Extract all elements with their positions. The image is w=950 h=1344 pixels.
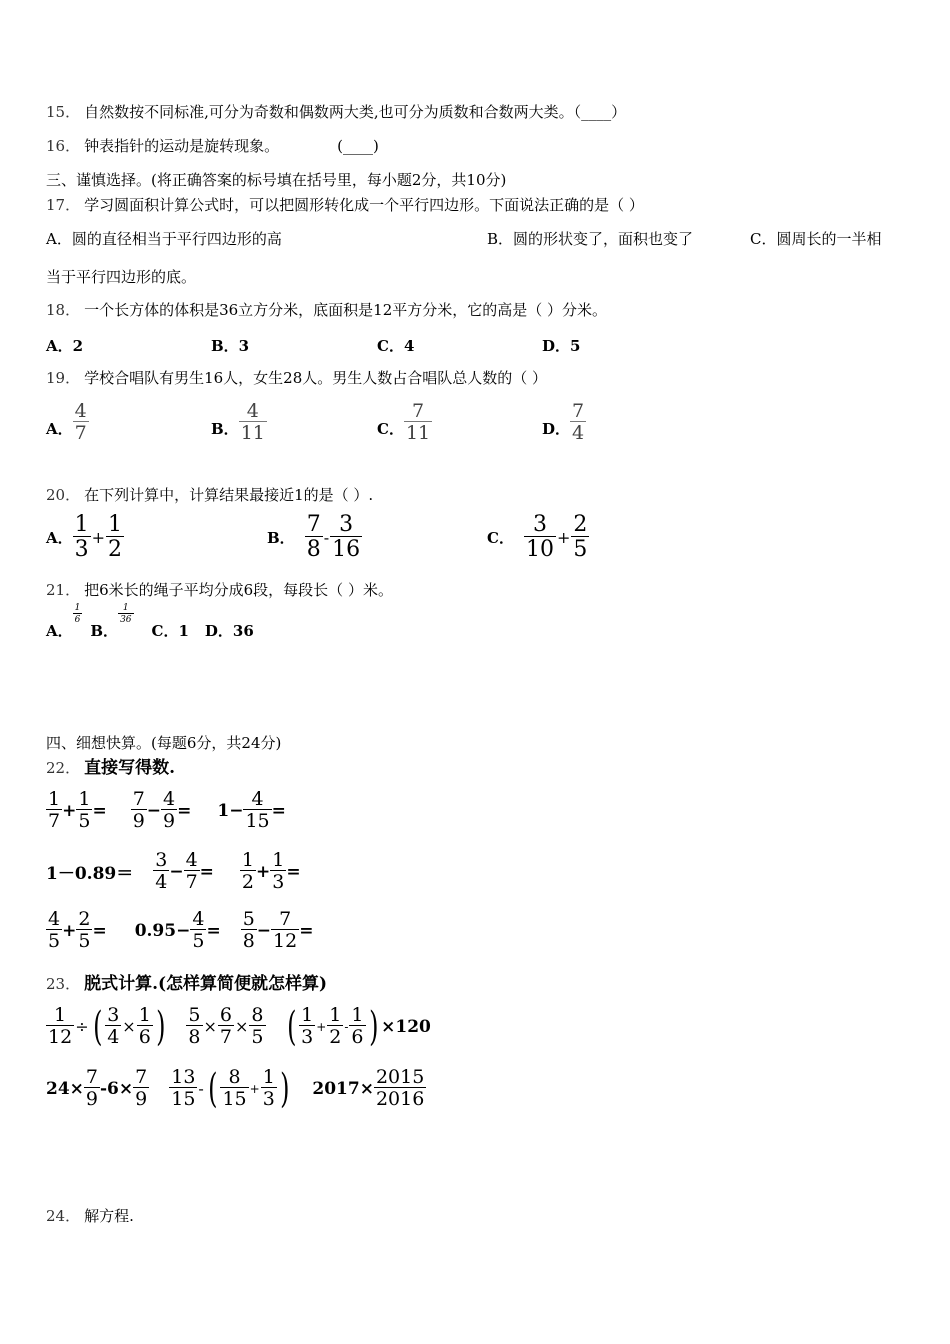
q19-option-d <box>542 402 586 443</box>
q17-option-c-cont: 当于平行四边形的底。 <box>46 268 197 286</box>
operator: + <box>62 800 77 821</box>
numerator: 1 <box>48 788 61 810</box>
right-paren: ) <box>279 1065 290 1112</box>
denominator: 5 <box>78 930 91 952</box>
q18-option-c: C．4 <box>377 337 415 355</box>
fraction <box>299 1006 315 1047</box>
fraction <box>118 604 133 625</box>
option-label: B． <box>211 420 239 438</box>
section-3-heading: 三、谨慎选择。(将正确答案的标号填在括号里，每小题2分，共10分) <box>46 171 507 189</box>
operator: + <box>249 1081 260 1096</box>
right-paren: ) <box>155 1003 166 1050</box>
denominator: 12 <box>48 1026 73 1048</box>
fraction <box>524 514 556 561</box>
denominator: 9 <box>135 1088 148 1110</box>
question-number: 18． <box>46 301 81 319</box>
q20-option-c <box>487 514 589 561</box>
fraction <box>73 514 91 561</box>
operator: + <box>316 1019 327 1034</box>
q23-row-2 <box>46 1065 426 1112</box>
fraction <box>270 851 286 892</box>
numerator: 8 <box>228 1066 241 1088</box>
numerator: 3 <box>107 1004 120 1026</box>
question-text: 在下列计算中，计算结果最接近1的是（ ）. <box>84 486 374 504</box>
option-label: A． <box>46 420 73 438</box>
fraction <box>271 910 299 951</box>
q21-option-c: C．1 <box>151 622 189 640</box>
equals: = <box>299 920 314 941</box>
fraction <box>349 1006 365 1047</box>
question-23 <box>46 974 327 994</box>
operator: + <box>556 528 571 547</box>
equals: = <box>286 861 301 882</box>
left-paren: ( <box>207 1065 218 1112</box>
operator: + <box>91 528 106 547</box>
fraction <box>46 910 62 951</box>
denominator: 3 <box>74 537 89 562</box>
numerator: 3 <box>339 512 354 537</box>
denominator: 8 <box>188 1026 201 1048</box>
option-label: A． <box>46 529 73 547</box>
option-label: C． <box>377 420 404 438</box>
denominator: 8 <box>242 930 255 952</box>
fraction <box>249 1006 265 1047</box>
denominator: 11 <box>405 422 431 444</box>
expression-middle: -6× <box>100 1078 134 1099</box>
denominator: 10 <box>525 537 554 562</box>
denominator: 9 <box>163 810 176 832</box>
numerator: 1 <box>262 1066 275 1088</box>
denominator: 7 <box>74 422 87 444</box>
fraction <box>84 1068 100 1109</box>
fraction <box>186 1006 202 1047</box>
expression-prefix: 0.95− <box>134 920 191 941</box>
fraction <box>190 910 206 951</box>
question-20 <box>46 485 373 505</box>
numerator: 2015 <box>375 1066 425 1088</box>
denominator: 2016 <box>375 1088 425 1110</box>
fraction <box>131 790 147 831</box>
fraction <box>330 514 362 561</box>
denominator: 36 <box>120 615 132 625</box>
q20-option-a <box>46 514 124 561</box>
numerator: 3 <box>155 849 168 871</box>
numerator: 1 <box>74 603 81 613</box>
operator: + <box>62 920 77 941</box>
operator: ÷ <box>75 1017 89 1036</box>
q17-option-b: B．圆的形状变了，面积也变了 <box>487 230 694 248</box>
numerator: 6 <box>219 1004 232 1026</box>
numerator: 1 <box>301 1004 314 1026</box>
q22-row-3 <box>46 910 313 951</box>
question-18 <box>46 300 607 320</box>
question-number: 24． <box>46 1207 81 1225</box>
denominator: 7 <box>48 810 61 832</box>
operator: × <box>122 1017 136 1036</box>
q20-option-b <box>267 514 362 561</box>
denominator: 2 <box>329 1026 342 1048</box>
numerator: 7 <box>135 1066 148 1088</box>
question-15 <box>46 102 626 122</box>
operator: − <box>146 800 162 821</box>
question-number: 20． <box>46 486 81 504</box>
numerator: 5 <box>188 1004 201 1026</box>
option-label: D． <box>542 420 571 438</box>
fraction <box>240 851 256 892</box>
denominator: 6 <box>351 1026 364 1048</box>
denominator: 2 <box>241 871 255 893</box>
numerator: 1 <box>74 512 89 537</box>
equals: = <box>199 861 214 882</box>
operator: - <box>198 1079 204 1098</box>
question-24 <box>46 1206 134 1226</box>
numerator: 1 <box>54 1004 67 1026</box>
numerator: 4 <box>163 788 176 810</box>
left-paren: ( <box>92 1003 103 1050</box>
fraction <box>73 604 83 625</box>
option-label: C． <box>487 529 514 547</box>
denominator: 4 <box>572 422 585 444</box>
fraction <box>153 851 169 892</box>
fraction <box>404 402 432 443</box>
question-text: 直接写得数. <box>84 758 176 778</box>
question-text: 自然数按不同标准,可分为奇数和偶数两大类,也可分为质数和合数两大类。（____） <box>84 103 627 121</box>
option-label: A． <box>46 622 73 640</box>
question-text: 把6米长的绳子平均分成6段，每段长（ ）米。 <box>84 581 393 599</box>
denominator: 8 <box>306 537 321 562</box>
fraction <box>133 1068 149 1109</box>
question-number: 17． <box>46 196 81 214</box>
numerator: 7 <box>572 400 585 422</box>
numerator: 7 <box>132 788 145 810</box>
q18-option-a: A．2 <box>46 337 84 355</box>
denominator: 3 <box>272 871 285 893</box>
denominator: 6 <box>138 1026 151 1048</box>
equals: = <box>92 920 107 941</box>
denominator: 5 <box>192 930 205 952</box>
q18-option-b: B．3 <box>211 337 250 355</box>
fraction <box>76 910 92 951</box>
question-text: 钟表指针的运动是旋转现象。 <box>84 137 280 155</box>
q21-option-d: D．36 <box>204 622 254 640</box>
numerator: 2 <box>78 908 91 930</box>
numerator: 7 <box>412 400 425 422</box>
operator: × <box>235 1017 249 1036</box>
fraction <box>76 790 92 831</box>
question-number: 23． <box>46 975 81 993</box>
numerator: 2 <box>573 512 588 537</box>
denominator: 7 <box>185 871 198 893</box>
numerator: 1 <box>138 1004 151 1026</box>
numerator: 7 <box>306 512 321 537</box>
numerator: 1 <box>108 512 123 537</box>
left-paren: ( <box>286 1003 296 1050</box>
denominator: 16 <box>332 537 361 562</box>
fraction <box>184 851 200 892</box>
numerator: 4 <box>48 908 61 930</box>
fraction <box>571 514 589 561</box>
answer-blank: (____) <box>337 137 379 155</box>
question-text: 学校合唱队有男生16人，女生28人。男生人数占合唱队总人数的（ ） <box>84 369 548 387</box>
denominator: 2 <box>108 537 123 562</box>
right-paren: ) <box>368 1003 379 1050</box>
question-text: 脱式计算.(怎样算简便就怎样算) <box>84 974 328 994</box>
denominator: 5 <box>573 537 588 562</box>
q19-option-b <box>211 402 267 443</box>
denominator: 15 <box>245 810 270 832</box>
numerator: 1 <box>272 849 285 871</box>
question-text: 解方程. <box>84 1207 134 1225</box>
question-number: 19． <box>46 369 81 387</box>
operator: + <box>256 861 271 882</box>
q22-row-2 <box>46 851 301 892</box>
numerator: 5 <box>242 908 255 930</box>
denominator: 15 <box>222 1088 247 1110</box>
question-number: 15． <box>46 103 81 121</box>
numerator: 1 <box>329 1004 342 1026</box>
denominator: 12 <box>273 930 298 952</box>
fraction <box>220 1068 248 1109</box>
option-label: B． <box>267 529 295 547</box>
numerator: 1 <box>122 603 129 613</box>
fraction <box>218 1006 234 1047</box>
question-22 <box>46 758 175 778</box>
expression-prefix: 24× <box>46 1078 84 1099</box>
denominator: 3 <box>301 1026 314 1048</box>
expression-suffix: ×120 <box>381 1016 431 1037</box>
numerator: 4 <box>74 400 87 422</box>
numerator: 4 <box>192 908 205 930</box>
numerator: 7 <box>85 1066 98 1088</box>
fraction <box>46 790 62 831</box>
q21-options <box>46 603 254 641</box>
numerator: 4 <box>246 400 259 422</box>
fraction <box>106 514 124 561</box>
numerator: 1 <box>351 1004 364 1026</box>
q22-row-1 <box>46 790 286 831</box>
numerator: 13 <box>171 1066 196 1088</box>
q17-option-c: C．圆周长的一半相 <box>750 230 882 248</box>
fraction <box>46 1006 74 1047</box>
section-4-heading: 四、细想快算。(每题6分，共24分) <box>46 734 282 752</box>
denominator: 9 <box>132 810 145 832</box>
question-21 <box>46 580 393 600</box>
denominator: 5 <box>48 930 61 952</box>
question-19 <box>46 368 547 388</box>
question-number: 21． <box>46 581 81 599</box>
question-16 <box>46 136 379 156</box>
denominator: 4 <box>107 1026 120 1048</box>
question-text: 学习圆面积计算公式时，可以把圆形转化成一个平行四边形。下面说法正确的是（ ） <box>84 196 644 214</box>
question-number: 22． <box>46 759 81 777</box>
fraction <box>137 1006 153 1047</box>
expression-prefix: 1− <box>217 800 244 821</box>
fraction <box>169 1068 197 1109</box>
numerator: 3 <box>532 512 547 537</box>
numerator: 8 <box>251 1004 264 1026</box>
fraction <box>570 402 586 443</box>
fraction <box>239 402 267 443</box>
equals: = <box>271 800 286 821</box>
fraction <box>241 910 257 951</box>
q17-option-a: A．圆的直径相当于平行四边形的高 <box>46 230 282 248</box>
expression-prefix: 2017× <box>312 1078 374 1099</box>
denominator: 5 <box>251 1026 264 1048</box>
fraction <box>261 1068 277 1109</box>
equals: = <box>92 800 107 821</box>
numerator: 7 <box>279 908 292 930</box>
fraction <box>73 402 89 443</box>
q23-row-1 <box>46 1003 431 1050</box>
expression: 1－0.89＝ <box>46 864 134 884</box>
numerator: 1 <box>78 788 91 810</box>
fraction <box>327 1006 343 1047</box>
q19-option-a <box>46 402 89 443</box>
numerator: 4 <box>251 788 264 810</box>
equals: = <box>177 800 192 821</box>
operator: − <box>169 861 184 882</box>
operator: − <box>256 920 272 941</box>
denominator: 15 <box>171 1088 196 1110</box>
q19-option-c <box>377 402 432 443</box>
question-text: 一个长方体的体积是36立方分米，底面积是12平方分米，它的高是（ ）分米。 <box>84 301 608 319</box>
question-17 <box>46 195 644 215</box>
denominator: 6 <box>74 615 81 625</box>
fraction <box>243 790 271 831</box>
option-label: B． <box>90 622 119 640</box>
numerator: 4 <box>185 849 198 871</box>
denominator: 5 <box>78 810 91 832</box>
denominator: 11 <box>240 422 265 444</box>
operator: × <box>203 1017 217 1036</box>
operator: - <box>323 528 330 547</box>
fraction <box>161 790 177 831</box>
denominator: 3 <box>262 1088 275 1110</box>
denominator: 7 <box>219 1026 232 1048</box>
q18-option-d: D．5 <box>542 337 581 355</box>
fraction <box>374 1068 426 1109</box>
operator: - <box>344 1019 349 1034</box>
question-number: 16． <box>46 137 81 155</box>
denominator: 9 <box>85 1088 98 1110</box>
numerator: 1 <box>241 849 255 871</box>
denominator: 4 <box>155 871 168 893</box>
equals: = <box>206 920 221 941</box>
fraction <box>105 1006 121 1047</box>
fraction <box>305 514 323 561</box>
